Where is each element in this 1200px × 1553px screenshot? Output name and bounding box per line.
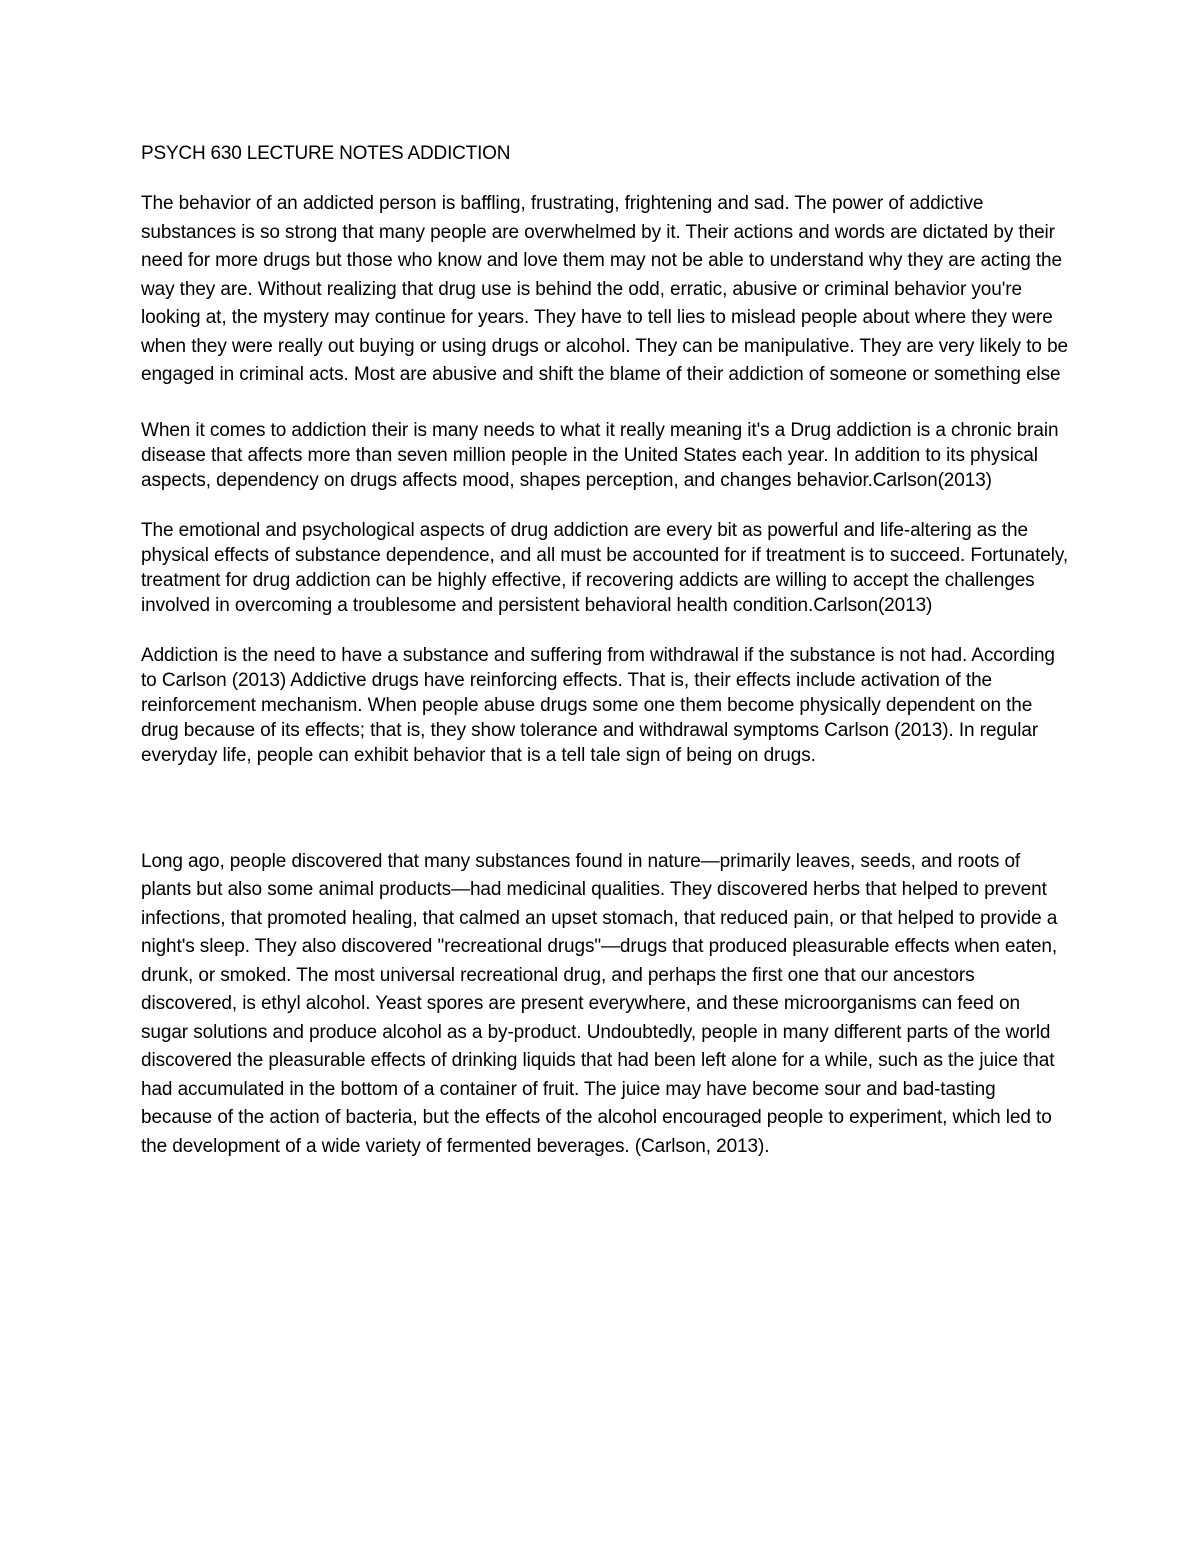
document-title: PSYCH 630 LECTURE NOTES ADDICTION	[141, 143, 511, 164]
paragraph-addiction-withdrawal: Addiction is the need to have a substance and suffering from withdrawal if the substance is not had. According to Carlson (2013) Addictive drugs have reinforcing effects. That is, their effects include activation of the reinforcement mechanism. When people abuse drugs some one them become physically dependent on the drug because of its effects; that is, they show tolerance and withdrawal symptoms Carlson (2013). In regular everyday life, people can exhibit behavior that is a tell tale sign of being on drugs.	[141, 644, 1055, 766]
paragraph-drug-addiction-definition: When it comes to addiction their is many needs to what it really meaning it's a Drug addiction is a chronic brain disease that affects more than seven million people in the United States each year. In addition to its physical aspects, dependency on drugs affects mood, shapes perception, and changes behavior.Carlson(2013)	[141, 419, 1059, 491]
paragraph-addicted-behavior: The behavior of an addicted person is baffling, frustrating, frightening and sad. The power of addictive substances is so strong that many people are overwhelmed by it. Their actions and words are dictated by their need for more drugs but those who know and love them may not be able to understand why they are acting the way they are. Without realizing that drug use is behind the odd, erratic, abusive or criminal behavior you're looking at, the mystery may continue for years. They have to tell lies to mislead people about where they were when they were really out buying or using drugs or alcohol. They can be manipulative. They are very likely to be engaged in criminal acts. Most are abusive and shift the blame of their addiction of someone or something else	[141, 193, 1069, 385]
paragraph-emotional-aspects: The emotional and psychological aspects of drug addiction are every bit as powerful and life-altering as the physical effects of substance dependence, and all must be accounted for if treatment is to succeed. Fortunately, treatment for drug addiction can be highly effective, if recovering addicts are willing to accept the challenges involved in overcoming a troublesome and persistent behavioral health condition.Carlson(2013)	[141, 519, 1069, 616]
paragraph-history-of-drugs: Long ago, people discovered that many substances found in nature—primarily leaves, seeds, and roots of plants but also some animal products—had medicinal qualities. They discovered herbs that helped to prevent infections, that promoted healing, that calmed an upset stomach, that reduced pain, or that helped to provide a night's sleep. They also discovered "recreational drugs"—drugs that produced pleasurable effects when eaten, drunk, or smoked. The most universal recreational drug, and perhaps the first one that our ancestors discovered, is ethyl alcohol. Yeast spores are present everywhere, and these microorganisms can feed on sugar solutions and produce alcohol as a by-product. Undoubtedly, people in many different parts of the world discovered the pleasurable effects of drinking liquids that had been left alone for a while, such as the juice that had accumulated in the bottom of a container of fruit. The juice may have become sour and bad-tasting because of the action of bacteria, but the effects of the alcohol encouraged people to experiment, which led to the development of a wide variety of fermented beverages. (Carlson, 2013).	[141, 850, 1058, 1157]
document-body	[141, 140, 1071, 1161]
